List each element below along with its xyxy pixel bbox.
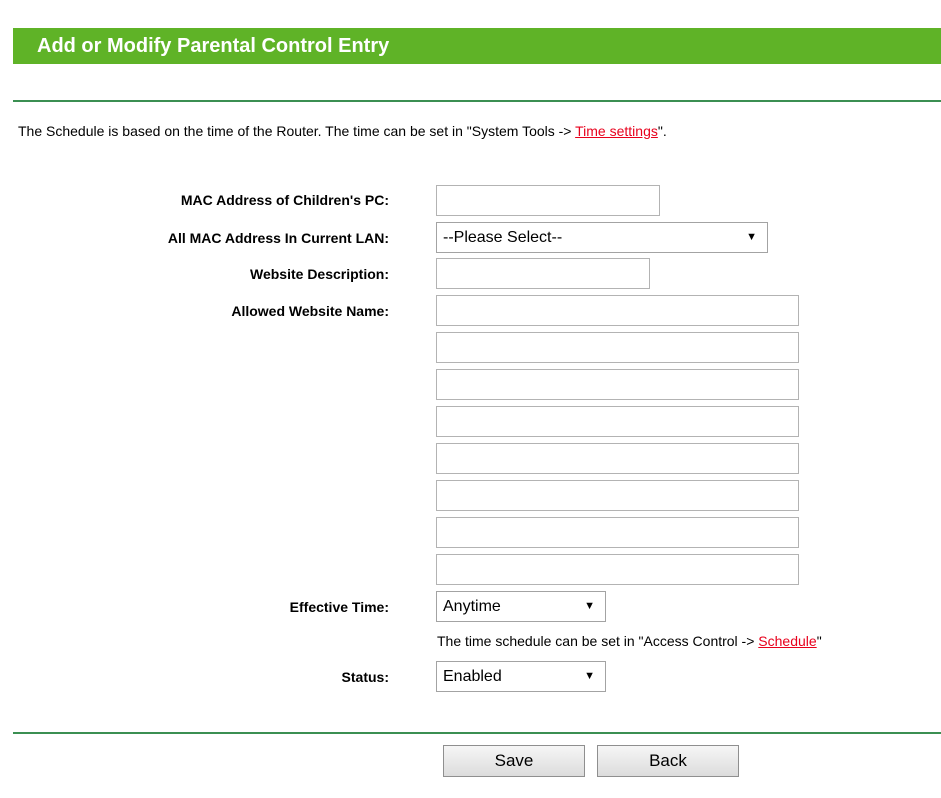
time-settings-link[interactable]: Time settings (575, 123, 658, 139)
page-header (13, 28, 941, 64)
mac-address-input[interactable] (436, 185, 660, 216)
dropdown-arrow-icon: ▼ (584, 670, 595, 682)
schedule-hint-text: The time schedule can be set in "Access Control -> (437, 633, 759, 649)
schedule-note (18, 122, 667, 140)
status-selected: Enabled (443, 668, 502, 685)
allowed-website-label: Allowed Website Name: (231, 303, 389, 319)
bottom-divider (13, 732, 941, 734)
dropdown-arrow-icon: ▼ (746, 231, 757, 243)
allowed-website-input-8[interactable] (436, 554, 799, 585)
allowed-website-input-5[interactable] (436, 443, 799, 474)
allowed-website-input-7[interactable] (436, 517, 799, 548)
schedule-hint-suffix: " (816, 633, 822, 649)
all-mac-selected: --Please Select-- (443, 229, 563, 246)
allowed-website-input-3[interactable] (436, 369, 799, 400)
save-button[interactable]: Save (443, 745, 585, 777)
dropdown-arrow-icon: ▼ (584, 600, 595, 612)
status-label: Status: (341, 669, 389, 685)
schedule-note-suffix: ". (657, 123, 667, 139)
status-select[interactable] (436, 661, 606, 692)
top-divider (13, 100, 941, 102)
effective-time-label: Effective Time: (289, 599, 389, 615)
mac-address-label: MAC Address of Children's PC: (180, 192, 389, 208)
page-title: Add or Modify Parental Control Entry (37, 35, 390, 57)
allowed-website-input-2[interactable] (436, 332, 799, 363)
schedule-link[interactable]: Schedule (758, 633, 817, 649)
website-description-input[interactable] (436, 258, 650, 289)
back-button[interactable]: Back (597, 745, 739, 777)
effective-time-select[interactable] (436, 591, 606, 622)
all-mac-label: All MAC Address In Current LAN: (167, 230, 389, 246)
effective-time-selected: Anytime (443, 598, 501, 615)
all-mac-select[interactable] (436, 222, 768, 253)
schedule-hint (437, 632, 822, 650)
allowed-website-input-6[interactable] (436, 480, 799, 511)
schedule-note-text: The Schedule is based on the time of the Router. The time can be set in "System Tools -> (18, 123, 576, 139)
allowed-website-input-4[interactable] (436, 406, 799, 437)
allowed-website-input-1[interactable] (436, 295, 799, 326)
website-description-label: Website Description: (250, 266, 389, 282)
